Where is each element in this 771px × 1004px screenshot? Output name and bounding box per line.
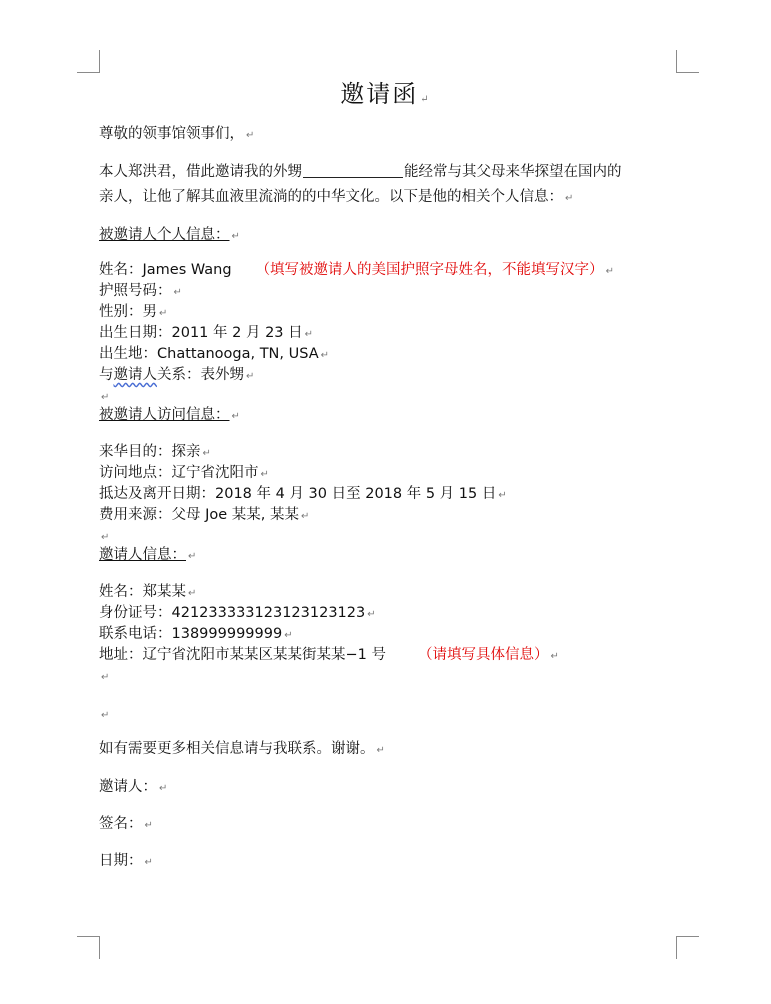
greeting: 尊敬的领事馆领事们， ↵ [99,126,255,142]
inviter-label: 邀请人： ↵ [99,779,168,795]
inviter-phone: 联系电话：138999999999 ↵ [99,626,293,642]
paragraph-mark: ↵ [231,411,240,422]
visit-location: 访问地点：辽宁省沈阳市 ↵ [99,465,269,481]
date-label: 日期： ↵ [99,853,153,869]
name-blank-field [303,163,403,178]
paragraph-mark: ↵ [260,469,269,480]
paragraph-mark: ↵ [231,231,240,242]
invitee-relation: 与邀请人关系：表外甥 ↵ [99,367,255,383]
paragraph-mark: ↵ [420,94,431,105]
visit-funding: 费用来源：父母 Joe 某某, 某某 ↵ [99,507,310,523]
document-title: 邀请函 ↵ [340,80,431,108]
page-corner-mark-top-left [77,50,100,73]
paragraph-mark: ↵ [605,266,614,277]
paragraph-mark: ↵ [144,820,153,831]
inviter-id-number: 身份证号：421233333123123123123 ↵ [99,605,376,621]
paragraph-mark: ↵ [376,745,385,756]
inviter-address-note: （请填写具体信息） [417,647,549,663]
intro-line-2: 亲人，让他了解其血液里流淌的的中华文化。以下是他的相关个人信息： ↵ [99,189,574,205]
paragraph-mark: ↵ [320,350,330,361]
invitee-birth-place: 出生地：Chattanooga, TN, USA ↵ [99,346,330,362]
empty-paragraph: ↵ [101,392,110,403]
visit-dates: 抵达及离开日期：2018 年 4 月 30 日至 2018 年 5 月 15 日 ↵ [99,486,507,502]
visit-purpose: 来华目的：探亲 ↵ [99,444,211,460]
paragraph-mark: ↵ [246,130,255,141]
inviter-address: 地址：辽宁省沈阳市某某区某某街某某−1 号 （请填写具体信息） ↵ [99,647,559,663]
empty-paragraph: ↵ [101,532,110,543]
closing-text: 如有需要更多相关信息请与我联系。谢谢。 ↵ [99,741,385,757]
paragraph-mark: ↵ [188,551,197,562]
page-corner-mark-bottom-right [676,936,699,959]
invitee-birth-date: 出生日期：2011 年 2 月 23 日 ↵ [99,325,314,341]
paragraph-mark: ↵ [202,448,211,459]
signature-label: 签名： ↵ [99,816,153,832]
paragraph-mark: ↵ [367,609,376,620]
empty-paragraph: ↵ [101,672,110,683]
visit-heading: 被邀请人访问信息： ↵ [99,407,240,423]
invitee-name-note: （填写被邀请人的美国护照字母姓名，不能填写汉字） [255,262,604,278]
spellcheck-underline: 邀请人 [113,367,157,383]
paragraph-mark: ↵ [188,588,197,599]
paragraph-mark: ↵ [284,630,293,641]
inviter-name: 姓名：郑某某 ↵ [99,584,197,600]
page-corner-mark-top-right [676,50,699,73]
paragraph-mark: ↵ [144,857,153,868]
paragraph-mark: ↵ [301,511,310,522]
paragraph-mark: ↵ [498,490,507,501]
empty-paragraph: ↵ [101,710,110,721]
paragraph-mark: ↵ [565,193,574,204]
page-corner-mark-bottom-left [77,936,100,959]
intro-line-1: 本人郑洪君，借此邀请我的外甥 能经常与其父母来华探望在国内的 [99,164,622,180]
paragraph-mark: ↵ [159,308,168,319]
inviter-heading: 邀请人信息： ↵ [99,547,197,563]
paragraph-mark: ↵ [246,371,255,382]
invitee-name: 姓名：James Wang （填写被邀请人的美国护照字母姓名，不能填写汉字） ↵ [99,262,614,278]
invitee-passport: 护照号码： ↵ [99,283,182,299]
paragraph-mark: ↵ [173,287,182,298]
paragraph-mark: ↵ [159,783,168,794]
invitee-gender: 性别：男 ↵ [99,304,168,320]
paragraph-mark: ↵ [304,329,314,340]
paragraph-mark: ↵ [550,651,559,662]
invitee-heading: 被邀请人个人信息： ↵ [99,227,240,243]
